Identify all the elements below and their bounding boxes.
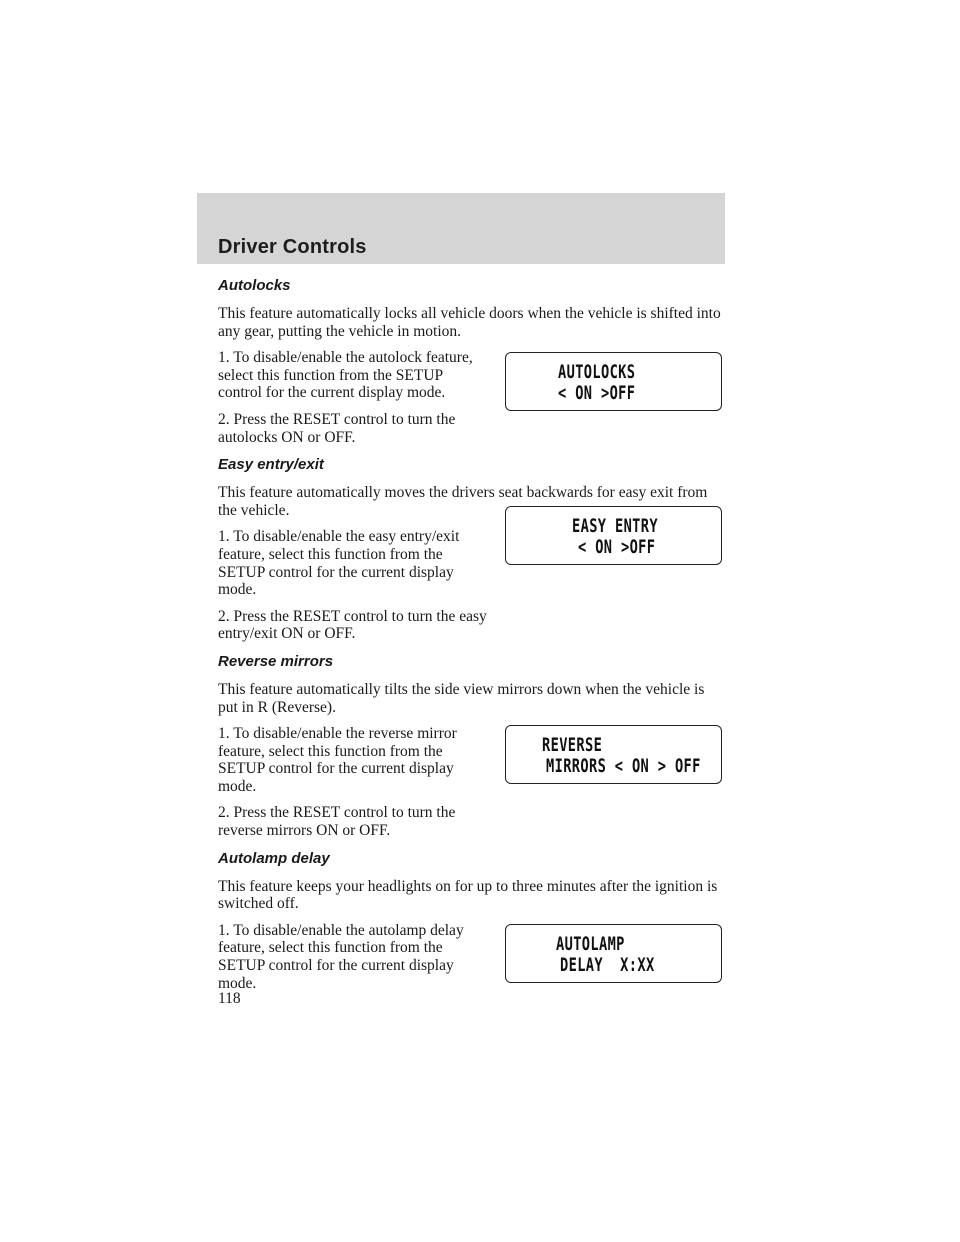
section-title: Easy entry/exit <box>218 456 324 474</box>
section-steps-row <box>218 349 722 455</box>
step-2: 2. Press the RESET control to turn the easy entry/exit ON or OFF. <box>218 607 487 643</box>
display-line-2: < ON >OFF <box>578 536 656 559</box>
message-center-display <box>505 725 722 784</box>
steps <box>218 725 488 849</box>
section-reverse-mirrors <box>218 652 722 849</box>
step-2: 2. Press the RESET control to turn the autolocks ON or OFF. <box>218 410 456 446</box>
section-steps-row <box>218 515 722 652</box>
section-steps-row <box>218 922 722 1001</box>
message-center-display <box>505 924 722 983</box>
section-intro: This feature automatically moves the drivers seat backwards for easy exit from the vehicle. <box>218 484 708 519</box>
section-intro: This feature automatically locks all vehicle doors when the vehicle is shifted into any gear, putting the vehicle in motion. <box>218 305 721 340</box>
display-line-1: EASY ENTRY <box>572 515 658 538</box>
display-line-1: REVERSE <box>542 734 603 757</box>
section-title: Autolocks <box>218 277 291 294</box>
steps <box>218 528 488 652</box>
section-autolamp-delay <box>218 849 722 1002</box>
step-1: 1. To disable/enable the reverse mirror feature, select this function from the SETUP control for the current display mode. <box>218 725 457 795</box>
display-line-1: AUTOLAMP <box>556 932 625 955</box>
step-1: 1. To disable/enable the autolamp delay feature, select this function from the SETUP control for the current display mode. <box>218 921 464 992</box>
display-line-2: < ON >OFF <box>558 382 636 405</box>
section-header-band <box>197 193 725 264</box>
page-content <box>218 276 722 1001</box>
section-easy-entry-exit <box>218 455 722 652</box>
chapter-title: Driver Controls <box>218 236 367 258</box>
section-steps-row <box>218 725 722 849</box>
step-1: 1. To disable/enable the autolock feature, select this function from the SETUP control for the current display mode. <box>218 349 473 402</box>
section-autolocks <box>218 276 722 455</box>
section-intro: This feature automatically tilts the side view mirrors down when the vehicle is put in R (Reverse). <box>218 680 705 716</box>
message-center-display <box>505 506 722 565</box>
section-title: Autolamp delay <box>218 849 330 867</box>
display-line-2: DELAY X:XX <box>560 953 655 976</box>
message-center-display <box>505 352 722 411</box>
page-number: 118 <box>218 990 241 1007</box>
steps <box>218 922 488 1001</box>
steps <box>218 349 488 455</box>
display-line-1: AUTOLOCKS <box>558 361 636 384</box>
step-2: 2. Press the RESET control to turn the reverse mirrors ON or OFF. <box>218 804 456 840</box>
display-line-2: MIRRORS < ON > OFF <box>546 755 701 778</box>
section-intro: This feature keeps your headlights on for up to three minutes after the ignition is switched off. <box>218 877 718 913</box>
section-title: Reverse mirrors <box>218 652 334 670</box>
step-1: 1. To disable/enable the easy entry/exit feature, select this function from the SETUP control for the current display mode. <box>218 528 460 599</box>
